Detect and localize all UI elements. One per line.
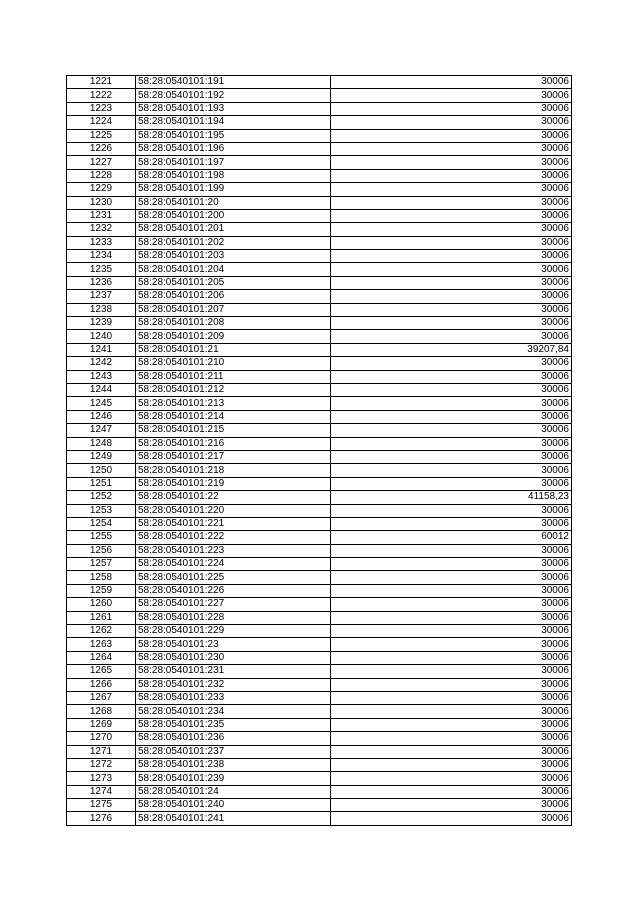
table-row [67,732,572,745]
value-cell: 30006 [331,397,572,410]
table-row [67,357,572,370]
row-number-cell: 1270 [67,732,136,745]
cadastral-number-cell: 58:28:0540101:206 [136,290,331,303]
value-cell: 30006 [331,169,572,182]
cadastral-number-cell: 58:28:0540101:233 [136,691,331,704]
table-row [67,317,572,330]
table-row [67,772,572,785]
value-cell: 30006 [331,129,572,142]
row-number-cell: 1236 [67,276,136,289]
value-cell: 30006 [331,89,572,102]
cadastral-number-cell: 58:28:0540101:209 [136,330,331,343]
cadastral-number-cell: 58:28:0540101:229 [136,625,331,638]
value-cell: 30006 [331,464,572,477]
table-row [67,424,572,437]
row-number-cell: 1229 [67,183,136,196]
cadastral-number-cell: 58:28:0540101:203 [136,250,331,263]
row-number-cell: 1226 [67,142,136,155]
row-number-cell: 1232 [67,223,136,236]
table-row [67,691,572,704]
cadastral-number-cell: 58:28:0540101:238 [136,758,331,771]
cadastral-number-cell: 58:28:0540101:231 [136,665,331,678]
value-cell: 30006 [331,330,572,343]
value-cell: 30006 [331,504,572,517]
cadastral-number-cell: 58:28:0540101:20 [136,196,331,209]
cadastral-number-cell: 58:28:0540101:197 [136,156,331,169]
table-row [67,223,572,236]
cadastral-number-cell: 58:28:0540101:240 [136,799,331,812]
cadastral-number-cell: 58:28:0540101:220 [136,504,331,517]
cadastral-number-cell: 58:28:0540101:221 [136,517,331,530]
value-cell: 30006 [331,437,572,450]
row-number-cell: 1238 [67,303,136,316]
value-cell: 30006 [331,651,572,664]
value-cell: 30006 [331,517,572,530]
table-row [67,209,572,222]
table-row [67,812,572,825]
row-number-cell: 1222 [67,89,136,102]
table-row [67,343,572,356]
table-row [67,250,572,263]
value-cell: 30006 [331,785,572,798]
row-number-cell: 1264 [67,651,136,664]
table-row [67,89,572,102]
table-row [67,584,572,597]
cadastral-number-cell: 58:28:0540101:213 [136,397,331,410]
value-cell: 30006 [331,276,572,289]
value-cell: 30006 [331,410,572,423]
table-row [67,785,572,798]
value-cell: 30006 [331,116,572,129]
value-cell: 30006 [331,183,572,196]
row-number-cell: 1251 [67,477,136,490]
value-cell: 30006 [331,571,572,584]
value-cell: 30006 [331,424,572,437]
value-cell: 30006 [331,544,572,557]
table-row [67,651,572,664]
table-row [67,183,572,196]
table-row [67,450,572,463]
row-number-cell: 1269 [67,718,136,731]
cadastral-number-cell: 58:28:0540101:201 [136,223,331,236]
row-number-cell: 1223 [67,102,136,115]
cadastral-number-cell: 58:28:0540101:207 [136,303,331,316]
value-cell: 30006 [331,705,572,718]
row-number-cell: 1258 [67,571,136,584]
cadastral-number-cell: 58:28:0540101:215 [136,424,331,437]
row-number-cell: 1231 [67,209,136,222]
row-number-cell: 1254 [67,517,136,530]
cadastral-number-cell: 58:28:0540101:219 [136,477,331,490]
cadastral-number-cell: 58:28:0540101:217 [136,450,331,463]
table-row [67,504,572,517]
row-number-cell: 1244 [67,383,136,396]
row-number-cell: 1241 [67,343,136,356]
row-number-cell: 1242 [67,357,136,370]
cadastral-number-cell: 58:28:0540101:199 [136,183,331,196]
row-number-cell: 1224 [67,116,136,129]
table-row [67,142,572,155]
table-row [67,156,572,169]
value-cell: 41158,23 [331,491,572,504]
row-number-cell: 1272 [67,758,136,771]
row-number-cell: 1249 [67,450,136,463]
table-row [67,544,572,557]
cadastral-number-cell: 58:28:0540101:192 [136,89,331,102]
value-cell: 30006 [331,196,572,209]
row-number-cell: 1271 [67,745,136,758]
table-row [67,370,572,383]
value-cell: 30006 [331,625,572,638]
row-number-cell: 1252 [67,491,136,504]
table-row [67,102,572,115]
row-number-cell: 1263 [67,638,136,651]
value-cell: 30006 [331,223,572,236]
row-number-cell: 1237 [67,290,136,303]
value-cell: 30006 [331,732,572,745]
value-cell: 39207,84 [331,343,572,356]
row-number-cell: 1259 [67,584,136,597]
cadastral-number-cell: 58:28:0540101:216 [136,437,331,450]
table-row [67,517,572,530]
table-row [67,718,572,731]
value-cell: 30006 [331,142,572,155]
cadastral-number-cell: 58:28:0540101:191 [136,76,331,89]
row-number-cell: 1265 [67,665,136,678]
cadastral-number-cell: 58:28:0540101:24 [136,785,331,798]
value-cell: 30006 [331,812,572,825]
cadastral-number-cell: 58:28:0540101:239 [136,772,331,785]
value-cell: 30006 [331,638,572,651]
value-cell: 30006 [331,758,572,771]
row-number-cell: 1266 [67,678,136,691]
row-number-cell: 1243 [67,370,136,383]
cadastral-number-cell: 58:28:0540101:212 [136,383,331,396]
table-row [67,531,572,544]
table-row [67,290,572,303]
table-row [67,638,572,651]
row-number-cell: 1267 [67,691,136,704]
cadastral-number-cell: 58:28:0540101:194 [136,116,331,129]
data-table [66,75,572,826]
cadastral-number-cell: 58:28:0540101:204 [136,263,331,276]
cadastral-number-cell: 58:28:0540101:193 [136,102,331,115]
cadastral-number-cell: 58:28:0540101:196 [136,142,331,155]
table-row [67,410,572,423]
row-number-cell: 1255 [67,531,136,544]
row-number-cell: 1274 [67,785,136,798]
row-number-cell: 1225 [67,129,136,142]
value-cell: 30006 [331,317,572,330]
value-cell: 30006 [331,691,572,704]
row-number-cell: 1257 [67,558,136,571]
value-cell: 30006 [331,477,572,490]
table-row [67,625,572,638]
value-cell: 30006 [331,383,572,396]
row-number-cell: 1268 [67,705,136,718]
cadastral-number-cell: 58:28:0540101:214 [136,410,331,423]
table-row [67,276,572,289]
value-cell: 30006 [331,718,572,731]
cadastral-number-cell: 58:28:0540101:210 [136,357,331,370]
row-number-cell: 1247 [67,424,136,437]
value-cell: 30006 [331,665,572,678]
value-cell: 30006 [331,303,572,316]
value-cell: 60012 [331,531,572,544]
row-number-cell: 1276 [67,812,136,825]
cadastral-number-cell: 58:28:0540101:232 [136,678,331,691]
value-cell: 30006 [331,156,572,169]
row-number-cell: 1245 [67,397,136,410]
row-number-cell: 1233 [67,236,136,249]
table-row [67,263,572,276]
cadastral-number-cell: 58:28:0540101:234 [136,705,331,718]
row-number-cell: 1234 [67,250,136,263]
table-row [67,611,572,624]
table-row [67,437,572,450]
value-cell: 30006 [331,370,572,383]
value-cell: 30006 [331,772,572,785]
cadastral-number-cell: 58:28:0540101:235 [136,718,331,731]
cadastral-number-cell: 58:28:0540101:222 [136,531,331,544]
table-row [67,558,572,571]
table-row [67,571,572,584]
table-row [67,76,572,89]
row-number-cell: 1227 [67,156,136,169]
table-row [67,397,572,410]
table-row [67,129,572,142]
table-row [67,665,572,678]
cadastral-number-cell: 58:28:0540101:205 [136,276,331,289]
row-number-cell: 1239 [67,317,136,330]
row-number-cell: 1253 [67,504,136,517]
row-number-cell: 1275 [67,799,136,812]
value-cell: 30006 [331,76,572,89]
value-cell: 30006 [331,678,572,691]
value-cell: 30006 [331,102,572,115]
table-row [67,491,572,504]
cadastral-number-cell: 58:28:0540101:227 [136,598,331,611]
cadastral-number-cell: 58:28:0540101:195 [136,129,331,142]
cadastral-number-cell: 58:28:0540101:230 [136,651,331,664]
value-cell: 30006 [331,611,572,624]
row-number-cell: 1256 [67,544,136,557]
row-number-cell: 1262 [67,625,136,638]
table-row [67,383,572,396]
value-cell: 30006 [331,250,572,263]
cadastral-number-cell: 58:28:0540101:224 [136,558,331,571]
cadastral-number-cell: 58:28:0540101:223 [136,544,331,557]
value-cell: 30006 [331,357,572,370]
table-row [67,169,572,182]
value-cell: 30006 [331,450,572,463]
table-row [67,236,572,249]
table-row [67,477,572,490]
row-number-cell: 1228 [67,169,136,182]
cadastral-number-cell: 58:28:0540101:226 [136,584,331,597]
table-row [67,678,572,691]
cadastral-number-cell: 58:28:0540101:208 [136,317,331,330]
table-row [67,330,572,343]
row-number-cell: 1260 [67,598,136,611]
table-row [67,799,572,812]
value-cell: 30006 [331,745,572,758]
cadastral-number-cell: 58:28:0540101:202 [136,236,331,249]
row-number-cell: 1261 [67,611,136,624]
cadastral-number-cell: 58:28:0540101:237 [136,745,331,758]
row-number-cell: 1230 [67,196,136,209]
row-number-cell: 1248 [67,437,136,450]
value-cell: 30006 [331,290,572,303]
cadastral-number-cell: 58:28:0540101:22 [136,491,331,504]
cadastral-number-cell: 58:28:0540101:200 [136,209,331,222]
value-cell: 30006 [331,263,572,276]
cadastral-number-cell: 58:28:0540101:21 [136,343,331,356]
cadastral-number-cell: 58:28:0540101:211 [136,370,331,383]
table-row [67,464,572,477]
cadastral-number-cell: 58:28:0540101:23 [136,638,331,651]
table-row [67,196,572,209]
value-cell: 30006 [331,799,572,812]
table-row [67,303,572,316]
table-row [67,705,572,718]
row-number-cell: 1221 [67,76,136,89]
row-number-cell: 1273 [67,772,136,785]
table-body [67,76,572,826]
value-cell: 30006 [331,584,572,597]
table-row [67,116,572,129]
row-number-cell: 1246 [67,410,136,423]
value-cell: 30006 [331,598,572,611]
cadastral-number-cell: 58:28:0540101:241 [136,812,331,825]
cadastral-number-cell: 58:28:0540101:198 [136,169,331,182]
table-row [67,758,572,771]
cadastral-number-cell: 58:28:0540101:236 [136,732,331,745]
table-row [67,598,572,611]
value-cell: 30006 [331,209,572,222]
cadastral-number-cell: 58:28:0540101:225 [136,571,331,584]
table-row [67,745,572,758]
row-number-cell: 1250 [67,464,136,477]
row-number-cell: 1240 [67,330,136,343]
row-number-cell: 1235 [67,263,136,276]
cadastral-number-cell: 58:28:0540101:218 [136,464,331,477]
value-cell: 30006 [331,558,572,571]
cadastral-number-cell: 58:28:0540101:228 [136,611,331,624]
value-cell: 30006 [331,236,572,249]
